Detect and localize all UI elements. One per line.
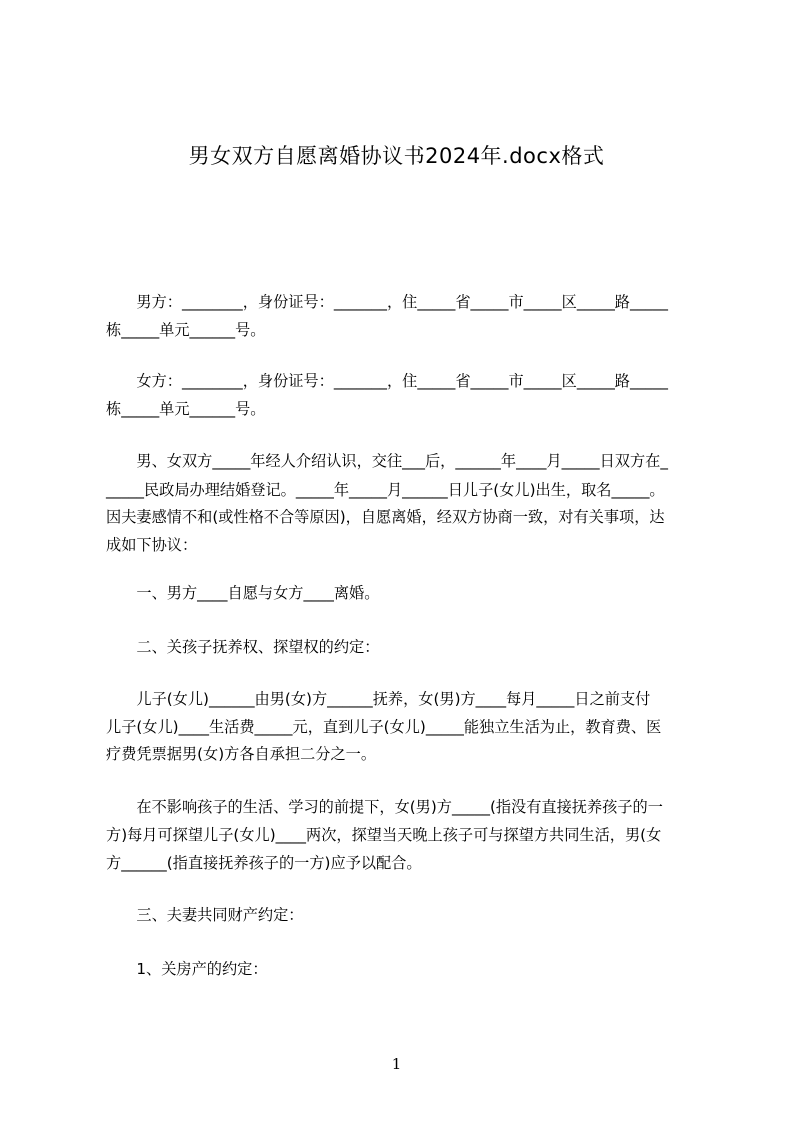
paragraph-line: 儿子(女儿)______由男(女)方______抚养，女(男)方____每月_____日之前支付 — [106, 690, 651, 708]
paragraph-line: 女方：________，身份证号：_______，住_____省_____市_____区_____路_____ — [106, 372, 668, 390]
page-number: 1 — [391, 1055, 402, 1073]
document-title: 男女双方自愿离婚协议书2024年.docx格式 — [188, 144, 605, 168]
paragraph-line: 栋_____单元______号。 — [106, 321, 266, 339]
paragraph-line: 因夫妻感情不和(或性格不合等原因)，自愿离婚，经双方协商一致，对有关事项，达 — [106, 508, 665, 526]
paragraph-line: 男、女双方_____年经人介绍认识，交往___后，______年____月_____日双方在_ — [106, 452, 668, 470]
section-heading: 二、关孩子抚养权、探望权的约定： — [106, 638, 380, 656]
paragraph-line: 儿子(女儿)____生活费_____元，直到儿子(女儿)_____能独立生活为止，教育费、医 — [106, 718, 662, 736]
subsection-heading: 1、关房产的约定： — [106, 960, 268, 978]
paragraph-line: _____民政局办理结婚登记。_____年_____月______日儿子(女儿)出生，取名_____。 — [106, 481, 665, 499]
section-heading: 三、夫妻共同财产约定： — [106, 906, 304, 924]
paragraph-line: 方)每月可探望儿子(女儿)____两次，探望当天晚上孩子可与探望方共同生活，男(女 — [106, 826, 662, 844]
section-heading: 一、男方____自愿与女方____离婚。 — [106, 584, 380, 602]
paragraph-line: 在不影响孩子的生活、学习的前提下，女(男)方_____(指没有直接抚养孩子的一 — [106, 798, 663, 816]
paragraph-line: 男方：________，身份证号：_______，住_____省_____市_____区_____路_____ — [106, 293, 668, 311]
paragraph-line: 栋_____单元______号。 — [106, 400, 266, 418]
paragraph-line: 成如下协议： — [106, 536, 198, 554]
paragraph-line: 方______(指直接抚养孩子的一方)应予以配合。 — [106, 854, 422, 872]
paragraph-line: 疗费凭票据男(女)方各自承担二分之一。 — [106, 745, 377, 763]
